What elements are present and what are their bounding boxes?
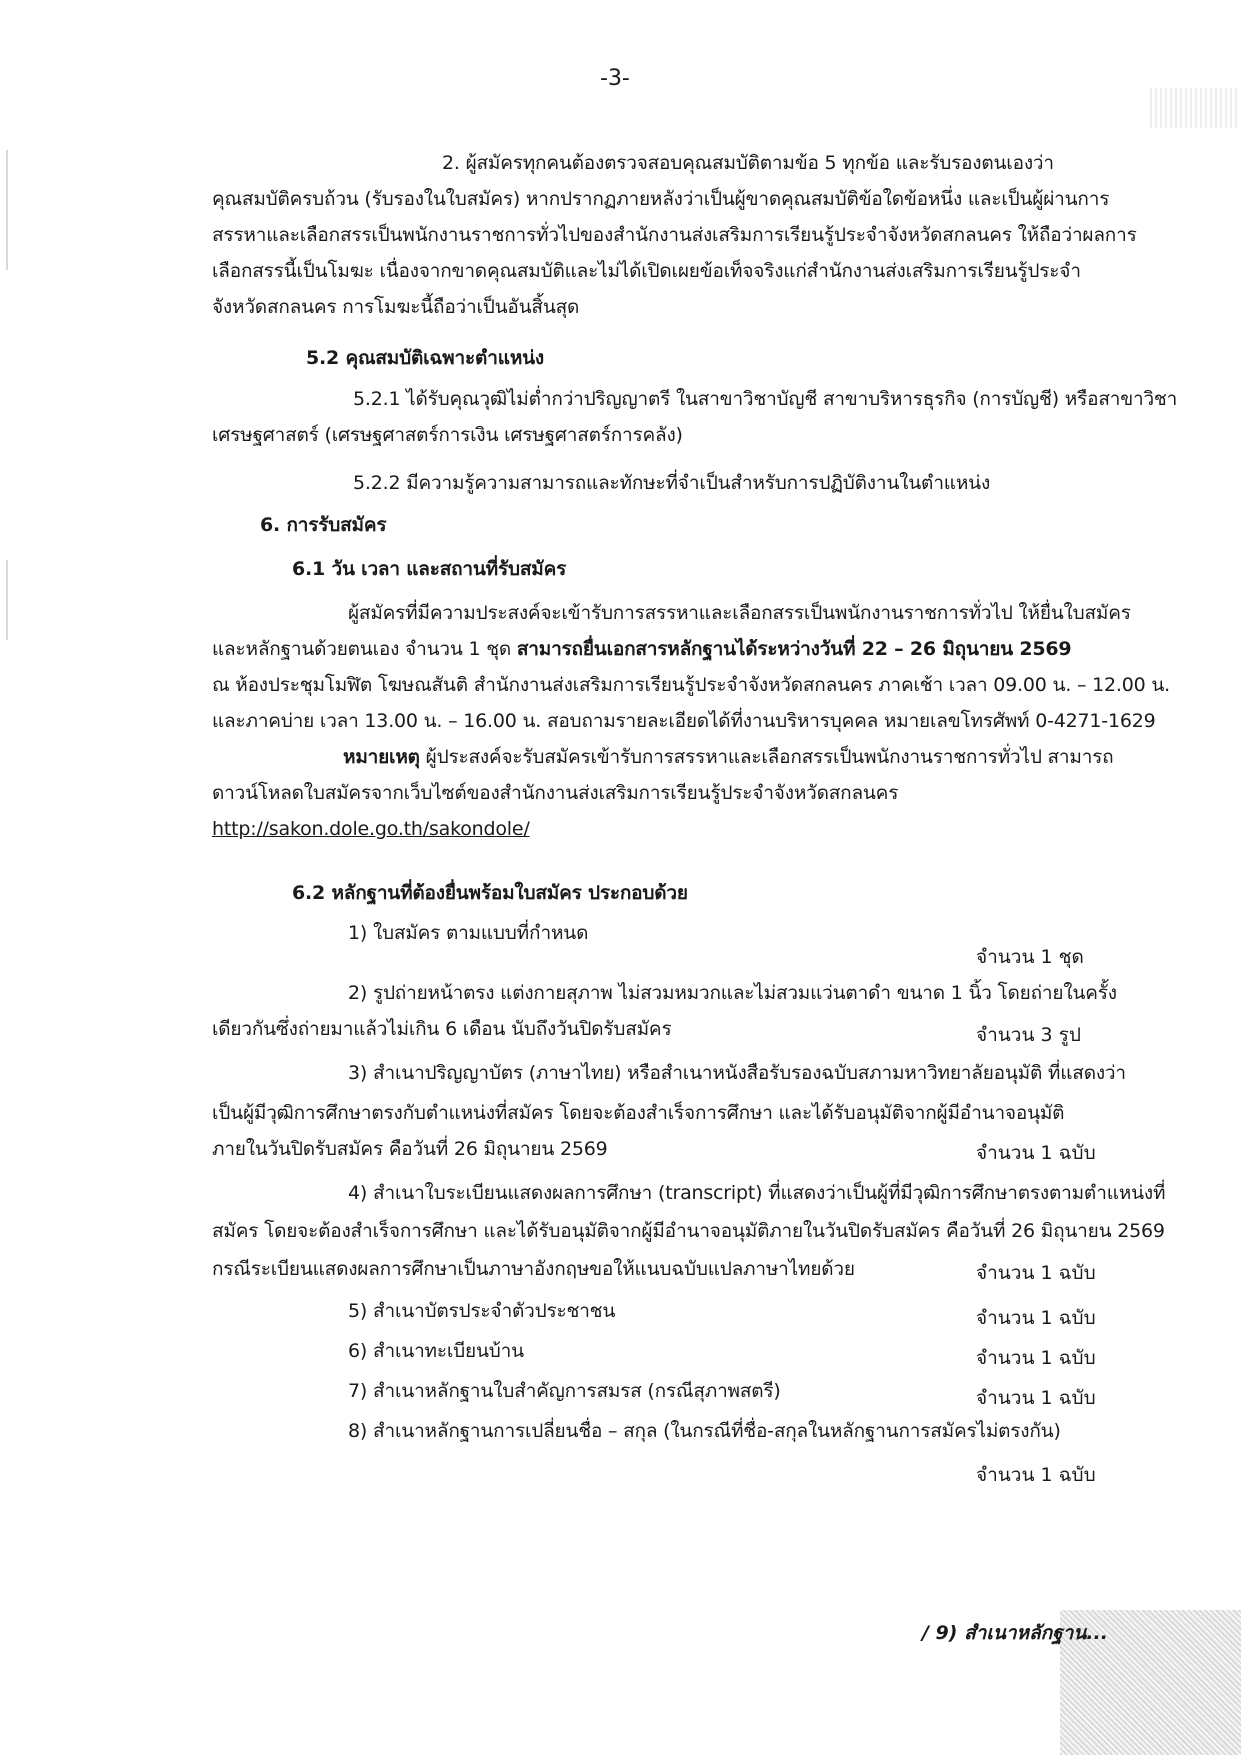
list-item-continued: กรณีระเบียนแสดงผลการศึกษาเป็นภาษาอังกฤษขอให้แนบฉบับแปลภาษาไทยด้วย	[212, 1258, 855, 1280]
scan-noise	[1150, 88, 1240, 128]
list-item-continued: ภายในวันปิดรับสมัคร คือวันที่ 26 มิถุนายน 2569	[212, 1138, 608, 1160]
next-page-continuation: / 9) สำเนาหลักฐาน...	[922, 1622, 1108, 1644]
list-item: 3) สำเนาปริญญาบัตร (ภาษาไทย) หรือสำเนาหนังสือรับรองฉบับสภามหาวิทยาลัยอนุมัติ ที่แสดงว่า	[348, 1062, 1126, 1084]
paragraph-line: เศรษฐศาสตร์ (เศรษฐศาสตร์การเงิน เศรษฐศาสตร์การคลัง)	[212, 424, 683, 446]
item-quantity: จำนวน 1 ฉบับ	[976, 1262, 1096, 1284]
list-item: 4) สำเนาใบระเบียนแสดงผลการศึกษา (transcript) ที่แสดงว่าเป็นผู้ที่มีวุฒิการศึกษาตรงตามตำแหน่งที่	[348, 1182, 1166, 1204]
paragraph-line: สรรหาและเลือกสรรเป็นพนักงานราชการทั่วไปของสำนักงานส่งเสริมการเรียนรู้ประจำจังหวัดสกลนคร ให้ถือว่าผลการ	[212, 224, 1137, 246]
paragraph-line: คุณสมบัติครบถ้วน (รับรองในใบสมัคร) หากปรากฏภายหลังว่าเป็นผู้ขาดคุณสมบัติข้อใดข้อหนึ่ง และเป็นผู้ผ่านการ	[212, 188, 1110, 210]
website-link[interactable]: http://sakon.dole.go.th/sakondole/	[212, 818, 530, 840]
list-item: 6) สำเนาทะเบียนบ้าน	[348, 1340, 524, 1362]
text-span: และหลักฐานด้วยตนเอง จำนวน 1 ชุด	[212, 638, 517, 660]
paragraph-line	[343, 744, 1114, 770]
paragraph-line: 2. ผู้สมัครทุกคนต้องตรวจสอบคุณสมบัติตามข้อ 5 ทุกข้อ และรับรองตนเองว่า	[442, 152, 1054, 174]
list-item: 8) สำเนาหลักฐานการเปลี่ยนชื่อ – สกุล (ในกรณีที่ชื่อ-สกุลในหลักฐานการสมัครไม่ตรงกัน)	[348, 1420, 1061, 1442]
item-quantity: จำนวน 3 รูป	[976, 1024, 1081, 1046]
section-heading-5-2: 5.2 คุณสมบัติเฉพาะตำแหน่ง	[306, 347, 545, 369]
item-quantity: จำนวน 1 ฉบับ	[976, 1464, 1096, 1486]
list-item: 7) สำเนาหลักฐานใบสำคัญการสมรส (กรณีสุภาพสตรี)	[348, 1380, 781, 1402]
list-item: 5) สำเนาบัตรประจำตัวประชาชน	[348, 1300, 616, 1322]
paragraph-line: เลือกสรรนี้เป็นโมฆะ เนื่องจากขาดคุณสมบัติและไม่ได้เปิดเผยข้อเท็จจริงแก่สำนักงานส่งเสริมการเรียนรู้ประจำ	[212, 260, 1081, 282]
item-quantity: จำนวน 1 ฉบับ	[976, 1142, 1096, 1164]
paragraph-line: 5.2.1 ได้รับคุณวุฒิไม่ต่ำกว่าปริญญาตรี ในสาขาวิชาบัญชี สาขาบริหารธุรกิจ (การบัญชี) หรือสาขาวิชา	[353, 388, 1178, 410]
application-period: สามารถยื่นเอกสารหลักฐานได้ระหว่างวันที่ 22 – 26 มิถุนายน 2569	[516, 638, 1072, 660]
section-heading-6-2: 6.2 หลักฐานที่ต้องยื่นพร้อมใบสมัคร ประกอบด้วย	[292, 882, 688, 904]
paragraph-line	[212, 636, 1071, 662]
scan-edge-mark	[6, 150, 8, 270]
paragraph-line: และภาคบ่าย เวลา 13.00 น. – 16.00 น. สอบถามรายละเอียดได้ที่งานบริหารบุคคล หมายเลขโทรศัพท์ 0-4271-1629	[212, 710, 1156, 732]
item-quantity: จำนวน 1 ฉบับ	[976, 1387, 1096, 1409]
paragraph-line: ผู้สมัครที่มีความประสงค์จะเข้ารับการสรรหาและเลือกสรรเป็นพนักงานราชการทั่วไป ให้ยื่นใบสมัคร	[348, 602, 1131, 624]
list-item-continued: เดียวกันซึ่งถ่ายมาแล้วไม่เกิน 6 เดือน นับถึงวันปิดรับสมัคร	[212, 1018, 672, 1040]
item-quantity: จำนวน 1 ฉบับ	[976, 1307, 1096, 1329]
paragraph-line: ดาวน์โหลดใบสมัครจากเว็บไซต์ของสำนักงานส่งเสริมการเรียนรู้ประจำจังหวัดสกลนคร	[212, 782, 899, 804]
paragraph-line: ณ ห้องประชุมโมฬิต โฆษณสันติ สำนักงานส่งเสริมการเรียนรู้ประจำจังหวัดสกลนคร ภาคเช้า เวลา 09.00 น. – 12.00 น.	[212, 674, 1170, 696]
page-number: -3-	[600, 66, 630, 91]
item-quantity: จำนวน 1 ฉบับ	[976, 1347, 1096, 1369]
note-label: หมายเหตุ	[343, 746, 420, 768]
scan-edge-mark	[6, 560, 8, 640]
paragraph-line: 5.2.2 มีความรู้ความสามารถและทักษะที่จำเป็นสำหรับการปฏิบัติงานในตำแหน่ง	[353, 472, 991, 494]
list-item-continued: สมัคร โดยจะต้องสำเร็จการศึกษา และได้รับอนุมัติจากผู้มีอำนาจอนุมัติภายในวันปิดรับสมัคร คือวันที่ 26 มิถุนายน 2569	[212, 1220, 1165, 1242]
list-item: 2) รูปถ่ายหน้าตรง แต่งกายสุภาพ ไม่สวมหมวกและไม่สวมแว่นตาดำ ขนาด 1 นิ้ว โดยถ่ายในครั้ง	[348, 982, 1117, 1004]
section-heading-6: 6. การรับสมัคร	[260, 514, 387, 536]
section-heading-6-1: 6.1 วัน เวลา และสถานที่รับสมัคร	[292, 558, 567, 580]
text-span: ผู้ประสงค์จะรับสมัครเข้ารับการสรรหาและเลือกสรรเป็นพนักงานราชการทั่วไป สามารถ	[419, 746, 1114, 768]
list-item-continued: เป็นผู้มีวุฒิการศึกษาตรงกับตำแหน่งที่สมัคร โดยจะต้องสำเร็จการศึกษา และได้รับอนุมัติจากผู้มีอำนาจอนุมัติ	[212, 1102, 1065, 1124]
item-quantity: จำนวน 1 ชุด	[976, 946, 1084, 968]
paragraph-line: จังหวัดสกลนคร การโมฆะนี้ถือว่าเป็นอันสิ้นสุด	[212, 296, 580, 318]
list-item: 1) ใบสมัคร ตามแบบที่กำหนด	[348, 922, 589, 944]
